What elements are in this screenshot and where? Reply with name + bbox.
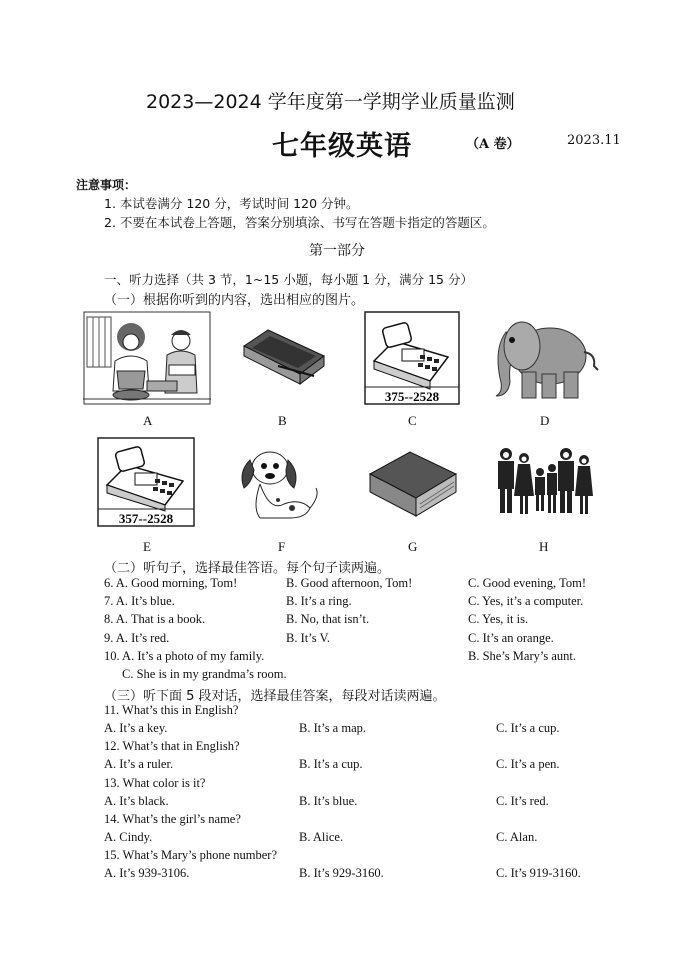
q15-stem: 15. What’s Mary’s phone number? <box>104 848 277 862</box>
q10-option-b: B. She’s Mary’s aunt. <box>468 649 576 663</box>
cooking-family-icon <box>83 311 211 405</box>
picture-label-c: C <box>408 413 417 428</box>
exam-title: 2023—2024 学年度第一学期学业质量监测 <box>146 91 515 113</box>
q7-option-b: B. It’s a ring. <box>286 594 352 608</box>
notes-item-2: 2. 不要在本试卷上答题，答案分别填涂、书写在答题卡指定的答题区。 <box>104 215 495 230</box>
q11-stem: 11. What’s this in English? <box>104 703 239 717</box>
q14-option-a: A. Cindy. <box>104 830 153 844</box>
subject-title: 七年级英语 <box>272 131 412 162</box>
paper-version: （A 卷） <box>466 137 520 152</box>
q13-option-c: C. It’s red. <box>496 794 549 808</box>
q6-option-b: B. Good afternoon, Tom! <box>286 576 413 590</box>
q13-option-b: B. It’s blue. <box>299 794 358 808</box>
q9-option-a: 9. A. It’s red. <box>104 631 170 645</box>
q15-option-a: A. It’s 939-3106. <box>104 866 190 880</box>
q11-option-c: C. It’s a cup. <box>496 721 560 735</box>
q15-option-b: B. It’s 929-3160. <box>299 866 384 880</box>
q6-option-c: C. Good evening, Tom! <box>468 576 586 590</box>
q8-option-c: C. Yes, it is. <box>468 612 529 626</box>
q10-option-a: 10. A. It’s a photo of my family. <box>104 649 265 663</box>
q12-option-b: B. It’s a cup. <box>299 757 363 771</box>
notes-heading: 注意事项： <box>76 178 137 192</box>
picture-label-f: F <box>278 539 286 554</box>
q14-option-c: C. Alan. <box>496 830 538 844</box>
q8-option-a: 8. A. That is a book. <box>104 612 206 626</box>
q12-option-c: C. It’s a pen. <box>496 757 560 771</box>
part-title: 第一部分 <box>309 243 365 259</box>
picture-label-d: D <box>540 413 550 428</box>
picture-label-b: B <box>278 413 287 428</box>
dog-icon <box>230 442 326 522</box>
sub-instruction-2: （二）听句子，选择最佳答语。每个句子读两遍。 <box>104 561 391 576</box>
q14-option-b: B. Alice. <box>299 830 344 844</box>
picture-label-e: E <box>143 539 151 554</box>
q9-option-c: C. It’s an orange. <box>468 631 554 645</box>
q12-option-a: A. It’s a ruler. <box>104 757 174 771</box>
picture-label-h: H <box>539 539 549 554</box>
q9-option-b: B. It’s V. <box>286 631 331 645</box>
exam-date: 2023.11 <box>567 133 621 148</box>
notes-item-1: 1. 本试卷满分 120 分，考试时间 120 分钟。 <box>104 196 359 211</box>
q7-option-a: 7. A. It’s blue. <box>104 594 175 608</box>
sub-instruction-1: （一）根据你听到的内容，选出相应的图片。 <box>104 293 365 308</box>
family-photo-icon <box>490 444 594 518</box>
q14-stem: 14. What’s the girl’s name? <box>104 812 241 826</box>
q11-option-b: B. It’s a map. <box>299 721 367 735</box>
picture-label-a: A <box>143 413 153 428</box>
pencil-box-icon <box>238 326 328 388</box>
sub-instruction-3: （三）听下面 5 段对话，选择最佳答案，每段对话读两遍。 <box>104 689 446 704</box>
q15-option-c: C. It’s 919-3160. <box>496 866 581 880</box>
q6-option-a: 6. A. Good morning, Tom! <box>104 576 238 590</box>
elephant-icon <box>486 312 602 404</box>
picture-label-g: G <box>408 539 418 554</box>
q10-option-c: C. She is in my grandma’s room. <box>122 667 287 681</box>
q11-option-a: A. It’s a key. <box>104 721 168 735</box>
q12-stem: 12. What’s that in English? <box>104 739 240 753</box>
telephone-icon-c <box>364 311 460 405</box>
book-icon <box>366 446 460 522</box>
q13-option-a: A. It’s black. <box>104 794 169 808</box>
section-heading: 一、听力选择（共 3 节，1~15 小题，每小题 1 分，满分 15 分） <box>104 272 473 287</box>
telephone-icon-e <box>97 437 195 527</box>
phone-number-e: 357--2528 <box>118 511 174 526</box>
q8-option-b: B. No, that isn’t. <box>286 612 370 626</box>
q7-option-c: C. Yes, it’s a computer. <box>468 594 584 608</box>
q13-stem: 13. What color is it? <box>104 776 206 790</box>
phone-number-c: 375--2528 <box>384 389 440 404</box>
